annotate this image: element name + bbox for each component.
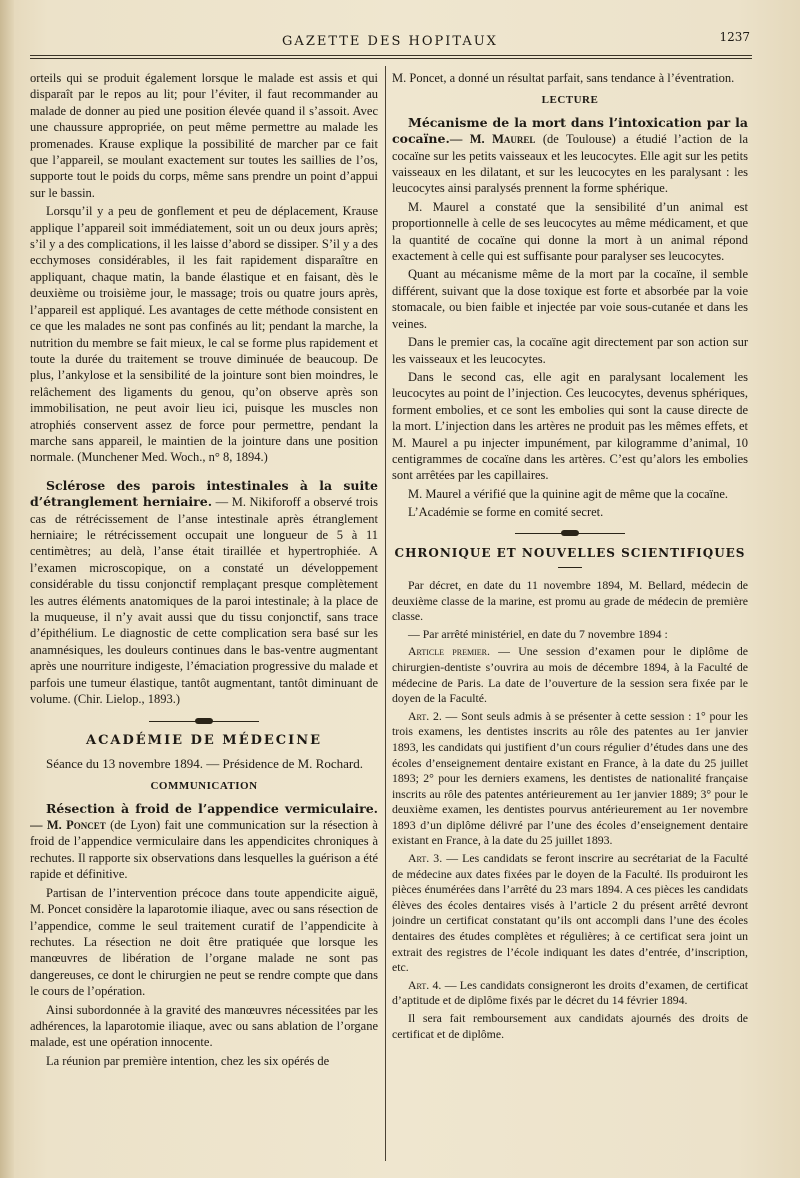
paragraph: — Par arrêté ministériel, en date du 7 novembre 1894 : [408,626,668,641]
article-sclerose [30,478,378,708]
article-body: (de Toulouse) a étudié l’action de la cocaïne sur les petits vaisseaux et les leucocytes. Elle agit sur les petits vaisseaux en les dilatant, et sur les leucocytes en les paralysant : les leucocytes ainsi paralysés prennent la forme sphérique. [392,132,748,196]
paragraph: orteils qui se produit également lorsque le malade est assis et qui disparaît par le repos au lit; pour l’éviter, il faut recommander au malade de donner au pied une position élevée quand il s’assoit. Avec une chaussure appropriée, on peut même permettre au malade les promenades. Krause explique la possibilité de marcher par ce fait que l’appareil, se moulant exactement sur toutes les saillies de l’os, supporte tout le poids du corps, même sans prendre un point d’appui sur le bassin. [30,71,378,200]
seance-line: Séance du 13 novembre 1894. — Présidence de M. Rochard. [46,755,363,771]
paragraph: La réunion par première intention, chez les six opérés de [46,1053,330,1068]
column-divider [385,66,386,1161]
article-body: — M. Nikiforoff a observé trois cas de rétrécissement de l’anse intestinale après étranglement herniaire; le rétrécissement occupait une longueur de 5 à 11 centimètres; au delà, l’anse était tiraillée et hypertrophiée. A l’examen microscopique, on a constaté un développement considérable du tissu conjonctif remplaçant presque complètement les autres éléments anatomiques de la paroi intestinale; à la place de la muqueuse, il n’y avait aussi que du tissu conjonctif, sans trace d’épithélium. Le diagnostic de cette complication sera basé sur les anamnésiques, les douleurs continues dans le bas-ventre augmentant après une nourriture indigeste, l’émaciation progressive du malade et parfois une tumeur élastique, tantôt augmentant, tantôt diminuant de volume. (Chir. Lielop., 1893.) [30,495,378,707]
article-label: Art. 3. [408,851,443,866]
article-author: — M. Poncet [30,818,106,833]
article-title: Mécanisme de la mort dans l’intoxication par la cocaïne. [392,114,748,147]
article-label: Article premier. [408,644,490,659]
article-3 [392,851,748,976]
article-body: — Sont seuls admis à se présenter à cette session : 1° pour les trois examens, les dentistes inscrits au rôle des patentes au 1er janvier 1893, les candidats qui justifient d’un cours régulier d’études dans une des écoles d’enseignement dentaire existant en France, à la date du 25 juillet 1893; 2° pour les derniers examens, les dentistes de nationalité française inscrits au rôle des patentes antérieurement au 1er janvier 1889; 3° pour le deuxième examen, les dentistes pourvus antérieurement au 1er novembre 1893 d’un diplôme délivré par l’une des écoles d’enseignement dentaire existant en France, à la date du 25 juillet 1893. [392,708,748,848]
page-number: 1237 [719,30,750,44]
paragraph: Lorsqu’il y a peu de gonflement et peu de déplacement, Krause applique l’appareil soit immédiatement, soit un ou deux jours après; s’il y a des complications, il les laisse d’abord se dissiper. S’il y a des ecchymoses considérables, il les fait rapidement disparaître en appliquant, chaque matin, la bande élastique et en faisant, dès le deuxième ou troisième jour, le massage; trois ou quatre jours après, l’appareil est appliqué. Les avantages de cette méthode consistent en ce que les malades ne sont pas confinés au lit; pendant la marche, la nutrition du membre se fait mieux, le cal se forme plus rapidement et toute la durée du traitement se trouve diminuée de beaucoup. De plus, l’ankylose et la sensibilité de la jointure sont bien moindres, le relâchement des ligaments du genou, qu’on observe après son immobilisation, ne peut avoir lieu ici, puisque les muscles non atrophiés conservent assez de force pour permettre, pendant la marche sans appareil, le maintien de la jointure dans une position normale. (Munchener Med. Woch., n° 8, 1894.) [30,204,378,465]
article-label: Art. 4. [408,977,442,992]
section-heading-chronique: CHRONIQUE ET NOUVELLES SCIENTIFIQUES [394,545,746,560]
article-body: (de Lyon) fait une communication sur la résection à froid de l’appendice vermiculaire dans les appendicites chroniques à rechutes. Il rapporte six observations dans lesquelles la guérison a été rapide et définitive. [30,818,378,882]
header-double-rule [30,55,752,59]
section-ornament [30,717,378,725]
paragraph: M. Maurel a vérifié que la quinine agit de même que la cocaïne. [408,486,729,501]
article-author: — M. Maurel [449,132,536,147]
article-mecanisme [392,115,748,197]
article-2 [392,709,748,849]
article-body: — Les candidats se feront inscrire au secrétariat de la Faculté de médecine aux dates fixées par le doyen de la Faculté. Ils produiront les pièces énumérées dans l’arrêté du 23 mars 1894. A ces pièces les candidats élèves des écoles dentaires visés à l’article 2 du présent arrêté devront joindre un certificat constatant qu’ils ont accompli dans l’une des écoles dentaires des études complètes et régulières; à ce certificat sera joint un extrait des registres de l’école indiquant les dates d’entrée, d’inscription, etc. [392,851,748,975]
section-heading-academie: ACADÉMIE DE MÉDECINE [85,733,322,749]
paragraph: Ainsi subordonnée à la gravité des manœuvres nécessitées par les adhérences, la laparotomie iliaque, avec ou sans ablation de l’organe malade, est une opération innocente. [30,1002,378,1050]
right-column [392,70,748,1150]
article-4 [392,978,748,1009]
article-title: Sclérose des parois intestinales à la suite d’étranglement herniaire. [30,477,378,510]
article-body: — Les candidats consigneront les droits d’examen, de certificat d’aptitude et de diplôme fixés par le décret du 14 février 1894. [392,977,748,1008]
subheading-lecture: LECTURE [541,94,599,107]
paragraph: Partisan de l’intervention précoce dans toute appendicite aiguë, M. Poncet considère la laparotomie iliaque, avec ou sans résection de l’appendice, comme le seul traitement curatif de l’appendicite à rechutes. La résection ne doit être pratiquée que lorsque les manœuvres de libération de l’organe malade ne sont pas dangereuses, ce dont le chirurgien ne peut se rendre compte que dans le cours de l’opération. [30,885,378,999]
article-body: — Une session d’examen pour le diplôme de chirurgien-dentiste s’ouvrira au mois de décembre 1894, à la Faculté de médecine de Paris. La date de l’ouverture de la session sera fixée par le doyen de la Faculté. [392,644,748,706]
paragraph: Quant au mécanisme même de la mort par la cocaïne, il semble différent, suivant que la dose toxique est forte et absorbée par la voie stomacale, ou bien faible et injectée par voie sous-cutanée et dans les veines. [392,267,748,331]
paragraph: M. Poncet, a donné un résultat parfait, sans tendance à l’éventration. [392,71,735,85]
article-resection [30,801,378,883]
subheading-communication: COMMUNICATION [150,780,258,793]
paragraph: Il sera fait remboursement aux candidats ajournés des droits de certificat et de diplôme. [392,1011,748,1041]
short-rule [558,567,582,568]
running-header [30,30,750,52]
paragraph: Dans le premier cas, la cocaïne agit directement par son action sur les vaisseaux et les leucocytes. [392,335,748,366]
journal-title: GAZETTE DES HOPITAUX [282,34,498,49]
paragraph: Dans le second cas, elle agit en paralysant localement les leucocytes au point de l’injection. Ces leucocytes, devenus sphériques, forment embolies, et ce sont les embolies qui sont la cause directe de la mort. L’injection dans les artères ne produit pas les mêmes effets, et M. Maurel a pu injecter impunément, par kilogramme d’animal, 10 centigrammes de cocaïne dans les artères. C’est qu’alors les embolies sont arrêtées par les capillaires. [392,369,748,483]
page-binding-shadow [0,0,14,1178]
section-ornament [392,529,748,537]
article-title: Résection à froid de l’appendice vermiculaire. [46,800,378,816]
paragraph: Par décret, en date du 11 novembre 1894, M. Bellard, médecin de deuxième classe de la marine, est promu au grade de médecin de première classe. [392,577,748,624]
article-1 [392,644,748,706]
left-column [30,70,378,1150]
article-label: Art. 2. [408,708,442,723]
paragraph: L’Académie se forme en comité secret. [408,505,604,520]
paragraph: M. Maurel a constaté que la sensibilité d’un animal est proportionnelle à celle de ses leucocytes au même médicament, et que la quantité de cocaïne qui donne la mort à un animal répond exactement à celle qui est suffisante pour paralyser ses leucocytes. [392,199,748,264]
